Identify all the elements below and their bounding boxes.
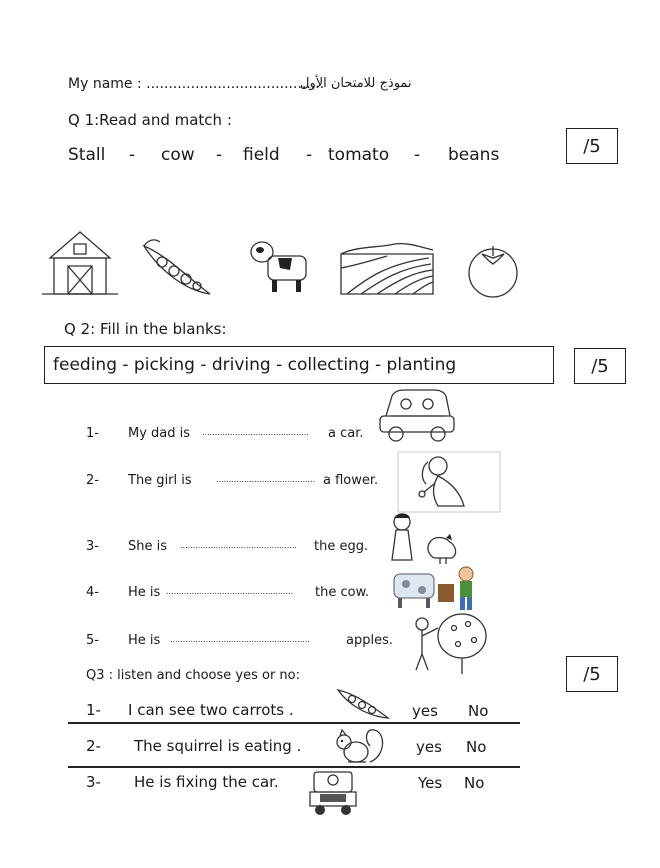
q1-word-beans: beans <box>448 145 500 165</box>
q3-item-number: 2- <box>86 737 101 755</box>
q2-item-text: My dad is <box>128 426 191 441</box>
q2-blank[interactable]: ....................................... <box>216 475 316 484</box>
arabic-title: نموذج للامتحان الأول <box>300 76 412 91</box>
q1-separator: - <box>129 145 136 165</box>
q2-item-text: the egg. <box>314 539 369 554</box>
pea-pod-small-picture <box>334 684 390 722</box>
q1-separator: - <box>414 145 421 165</box>
divider <box>68 722 520 724</box>
girl-flower-picture <box>398 452 500 512</box>
divider <box>68 766 520 768</box>
q1-score-box: /5 <box>566 128 618 164</box>
q3-item-text: He is fixing the car. <box>134 773 279 791</box>
girl-chicken-picture <box>384 512 466 568</box>
q2-item-number: 4- <box>86 585 99 600</box>
cow-picture <box>248 236 310 296</box>
q1-word-cow: cow <box>161 145 195 165</box>
q3-item-text: The squirrel is eating . <box>134 737 302 755</box>
q3-item-number: 1- <box>86 701 101 719</box>
q1-word-field: field <box>243 145 280 165</box>
q2-blank[interactable]: .................................................. <box>166 587 294 596</box>
pea-pod-picture <box>138 238 214 300</box>
q2-item-text: a car. <box>328 426 364 441</box>
q3-no-option[interactable]: No <box>468 702 489 720</box>
q2-item-text: the cow. <box>315 585 370 600</box>
tomato-picture <box>466 242 520 298</box>
q1-separator: - <box>306 145 313 165</box>
q3-no-option[interactable]: No <box>464 774 485 792</box>
q3-item-number: 3- <box>86 773 101 791</box>
q3-score-box: /5 <box>566 656 618 692</box>
q3-no-option[interactable]: No <box>466 738 487 756</box>
car-picture <box>378 388 456 444</box>
q1-separator: - <box>216 145 223 165</box>
q1-word-tomato: tomato <box>328 145 390 165</box>
q3-item-text: I can see two carrots . <box>128 701 294 719</box>
q1-title: Q 1:Read and match : <box>68 111 232 129</box>
q3-yes-option[interactable]: yes <box>412 702 438 720</box>
q2-item-number: 3- <box>86 539 99 554</box>
field-picture <box>337 238 437 298</box>
q2-item-text: She is <box>128 539 168 554</box>
q3-yes-option[interactable]: yes <box>416 738 442 756</box>
q2-item-number: 2- <box>86 473 99 488</box>
q2-item-text: The girl is <box>128 473 192 488</box>
q2-title: Q 2: Fill in the blanks: <box>64 320 227 338</box>
q2-blank[interactable]: .......................................... <box>202 428 309 437</box>
squirrel-picture <box>330 726 388 766</box>
q2-item-number: 5- <box>86 633 99 648</box>
q1-word-stall: Stall <box>68 145 106 165</box>
q2-word-bank: feeding - picking - driving - collecting - planting <box>44 346 554 384</box>
barn-picture <box>42 228 118 298</box>
q2-item-text: a flower. <box>323 473 379 488</box>
q2-item-text: He is <box>128 633 161 648</box>
q2-item-text: apples. <box>346 633 393 648</box>
mechanic-car-picture <box>306 768 360 818</box>
q2-item-number: 1- <box>86 426 99 441</box>
boy-apple-tree-picture <box>408 612 488 676</box>
q2-score-box: /5 <box>574 348 626 384</box>
q2-item-text: He is <box>128 585 161 600</box>
q3-yes-option[interactable]: Yes <box>418 774 443 792</box>
name-label: My name : ........................................ <box>68 76 325 92</box>
q3-title: Q3 : listen and choose yes or no: <box>86 668 300 683</box>
boy-cow-picture <box>390 564 480 614</box>
q2-blank[interactable]: ....................................................... <box>170 635 310 644</box>
q2-blank[interactable]: .............................................. <box>180 541 297 550</box>
